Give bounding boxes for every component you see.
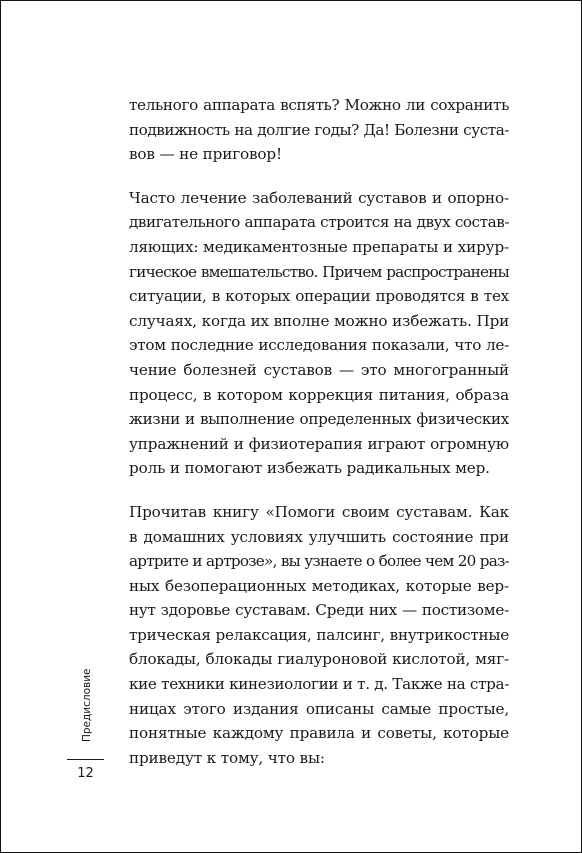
text-line: артрите и артрозе», вы узнаете о более чем 20 раз- [129, 552, 509, 571]
section-label: Предисловие [81, 668, 93, 742]
paragraph-1 [129, 93, 509, 167]
text-line: чение болезней суставов — это многогранный [129, 360, 509, 379]
text-line: гическое вмешательство. Причем распространены [129, 262, 509, 281]
text-line: ных безоперационных методиках, которые вер- [129, 576, 509, 595]
text-line: ницах этого издания описаны самые простые, [129, 699, 509, 718]
paragraph-3 [129, 500, 509, 771]
text-line: упражнений и физиотерапия играют огромную [129, 434, 509, 453]
text-line: кие техники кинезиологии и т. д. Также на стра- [129, 675, 509, 694]
text-line: приведут к тому, что вы: [129, 748, 325, 767]
paragraph-2 [129, 186, 509, 481]
text-line: нут здоровье суставам. Среди них — постизоме- [129, 601, 509, 620]
text-line: Часто лечение заболеваний суставов и опорно- [129, 188, 509, 207]
text-line: двигательного аппарата строится на двух состав- [129, 213, 509, 232]
text-line: ляющих: медикаментозные препараты и хирур- [129, 237, 509, 256]
text-line: роль и помогают избежать радикальных мер. [129, 459, 490, 478]
text-line: Прочитав книгу «Помоги своим суставам. Как [129, 502, 509, 521]
text-line: вов — не приговор! [129, 145, 282, 164]
text-line: блокады, блокады гиалуроновой кислотой, мяг- [129, 650, 509, 669]
text-line: жизни и выполнение определенных физических [129, 410, 509, 429]
text-line: процесс, в котором коррекция питания, образа [129, 385, 509, 404]
text-line: трическая релаксация, палсинг, внутрикостные [129, 625, 509, 644]
body-text [129, 93, 509, 789]
page-number: 12 [77, 766, 94, 781]
page-number-divider [67, 759, 104, 760]
text-line: этом последние исследования показали, что ле- [129, 336, 509, 355]
text-line: тельного аппарата вспять? Можно ли сохранить [129, 96, 509, 114]
text-line: в домашних условиях улучшить состояние при [129, 527, 509, 546]
text-line: понятные каждому правила и советы, которые [129, 724, 509, 743]
text-line: подвижность на долгие годы? Да! Болезни суста- [129, 120, 509, 139]
text-line: ситуации, в которых операции проводятся в тех [129, 287, 509, 306]
text-line: случаях, когда их вполне можно избежать. При [129, 311, 509, 330]
